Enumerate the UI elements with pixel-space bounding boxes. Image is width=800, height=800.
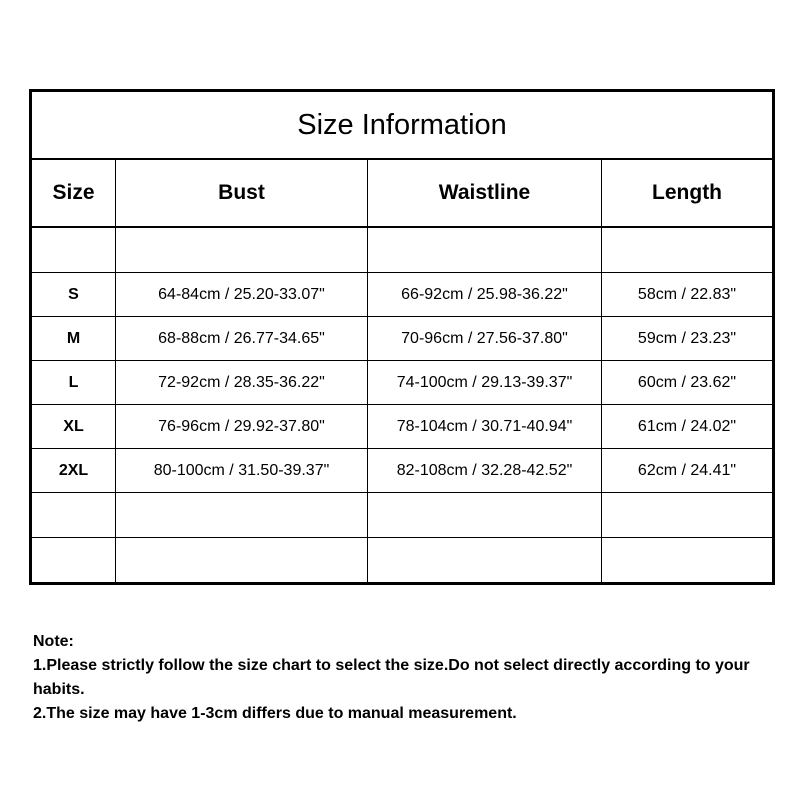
length-cell: 61cm / 24.02" [602, 405, 774, 449]
header-waistline: Waistline [368, 159, 602, 227]
length-cell: 58cm / 22.83" [602, 273, 774, 317]
note-line-1: 1.Please strictly follow the size chart to select the size.Do not select directly according to your habits. [33, 657, 750, 698]
size-chart-table [29, 89, 775, 585]
size-cell: XL [31, 405, 116, 449]
length-cell: 59cm / 23.23" [602, 317, 774, 361]
table-row [31, 317, 774, 361]
waistline-cell: 66-92cm / 25.98-36.22" [368, 273, 602, 317]
size-cell: L [31, 361, 116, 405]
waistline-cell: 70-96cm / 27.56-37.80" [368, 317, 602, 361]
waistline-cell: 74-100cm / 29.13-39.37" [368, 361, 602, 405]
blank-row [31, 227, 774, 273]
blank-row [31, 493, 774, 538]
table-row [31, 273, 774, 317]
note-line-2: 2.The size may have 1-3cm differs due to manual measurement. [33, 705, 517, 722]
length-cell: 60cm / 23.62" [602, 361, 774, 405]
header-bust: Bust [116, 159, 368, 227]
length-cell: 62cm / 24.41" [602, 449, 774, 493]
size-cell: M [31, 317, 116, 361]
note-heading: Note: [33, 633, 74, 650]
table-row [31, 449, 774, 493]
bust-cell: 64-84cm / 25.20-33.07" [116, 273, 368, 317]
note-section [33, 630, 778, 726]
waistline-cell: 82-108cm / 32.28-42.52" [368, 449, 602, 493]
size-cell: 2XL [31, 449, 116, 493]
size-cell: S [31, 273, 116, 317]
header-length: Length [602, 159, 774, 227]
bust-cell: 68-88cm / 26.77-34.65" [116, 317, 368, 361]
table-title: Size Information [31, 91, 774, 160]
header-row [31, 159, 774, 227]
table-row [31, 405, 774, 449]
header-size: Size [31, 159, 116, 227]
waistline-cell: 78-104cm / 30.71-40.94" [368, 405, 602, 449]
bust-cell: 72-92cm / 28.35-36.22" [116, 361, 368, 405]
table-row [31, 361, 774, 405]
blank-row [31, 538, 774, 584]
bust-cell: 80-100cm / 31.50-39.37" [116, 449, 368, 493]
bust-cell: 76-96cm / 29.92-37.80" [116, 405, 368, 449]
